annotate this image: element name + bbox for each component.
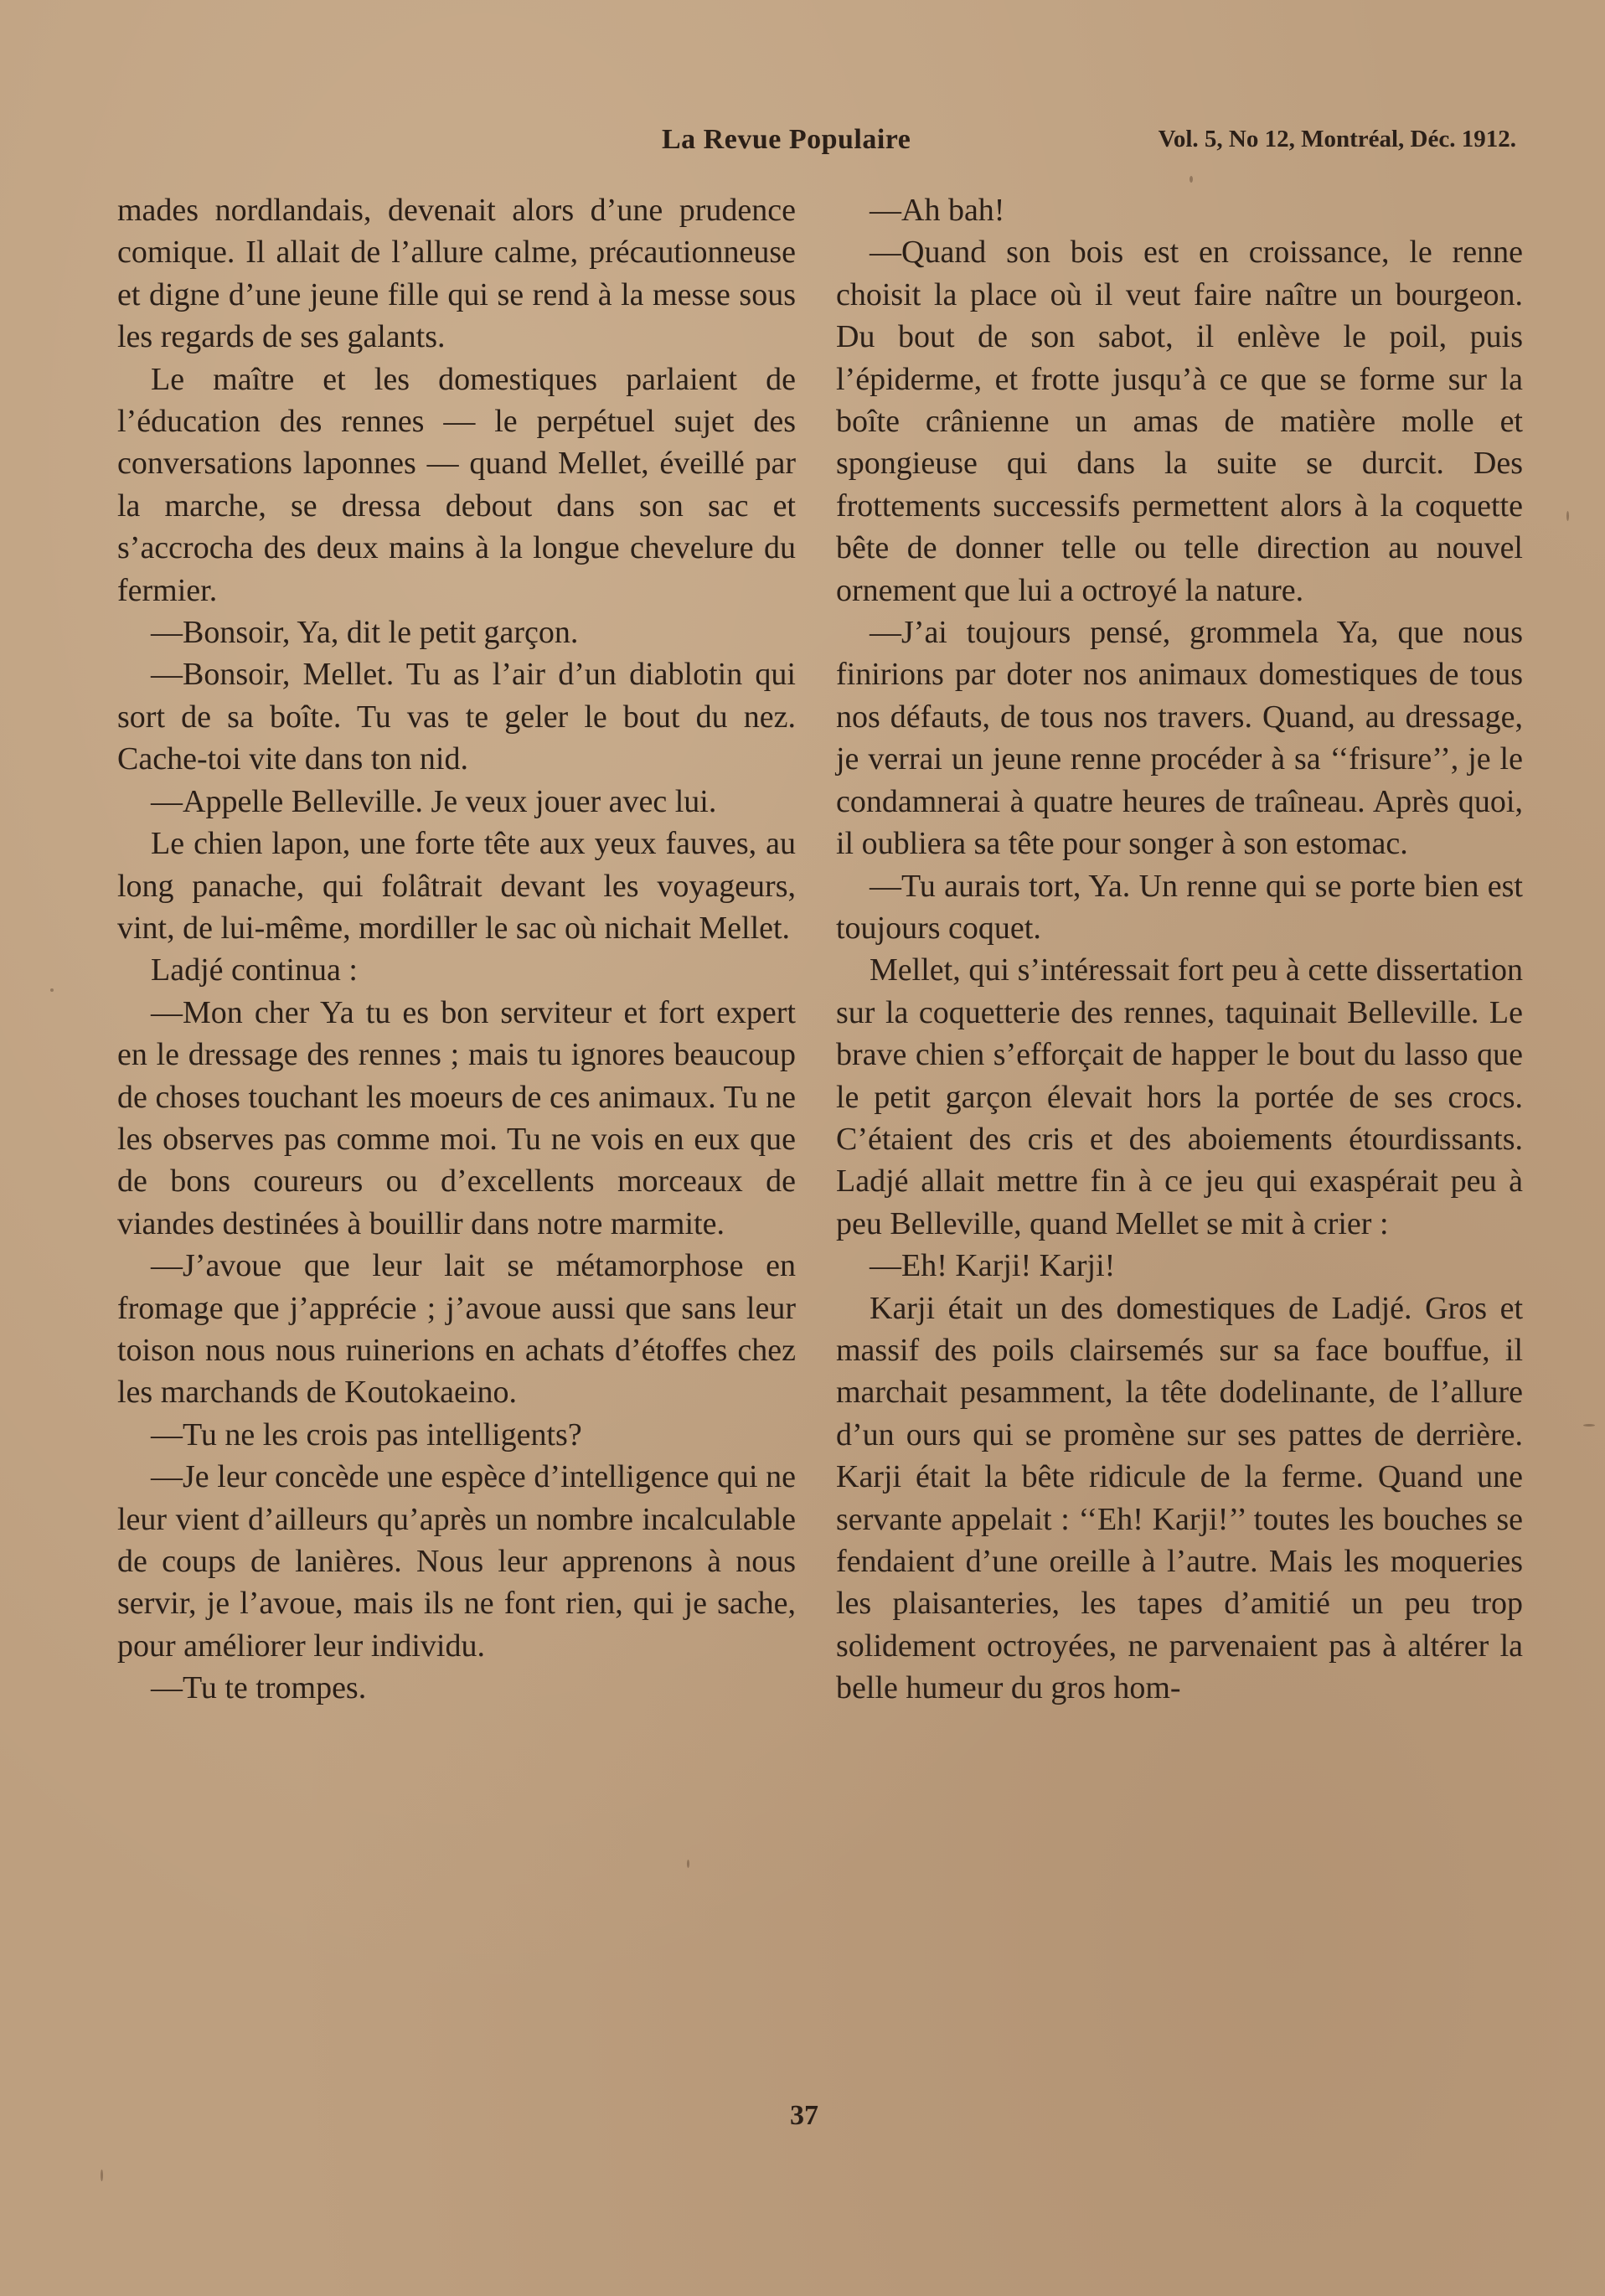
paper-speck [1583, 1424, 1595, 1427]
paragraph: Mellet, qui s’intéressait fort peu à cette dissertation sur la coquetterie des rennes, taquinait Belleville. Le brave chien s’efforçait de happer le bout du lasso que le petit garçon élevait hors la portée de ses crocs. C’étaient des cris et des aboiements étourdissants. Ladjé allait mettre fin à ce jeu qui exaspérait peu à peu Belleville, quand Mellet se mit à crier : [836, 952, 1523, 1241]
paper-speck [1566, 511, 1569, 521]
paragraph: —Eh! Karji! Karji! [870, 1248, 1116, 1284]
paragraph: Ladjé continua : [151, 952, 358, 988]
paragraph: —Appelle Belleville. Je veux jouer avec lui. [151, 783, 717, 819]
paper-speck [101, 2170, 103, 2181]
paragraph: —Tu aurais tort, Ya. Un renne qui se porte bien est toujours coquet. [836, 868, 1523, 946]
paragraph: —J’ai toujours pensé, grommela Ya, que nous finirions par doter nos animaux domestiques de tous nos défauts, de tous nos travers. Quand, au dressage, je verrai un jeune renne procéder à sa ‘‘frisure’’, je le condamnerai à quatre heures de traîneau. Après quoi, il oubliera sa tête pour songer à son estomac. [836, 615, 1523, 862]
paragraph: —Bonsoir, Ya, dit le petit garçon. [151, 615, 579, 651]
journal-title: La Revue Populaire [662, 124, 911, 155]
running-header [662, 124, 1525, 166]
paragraph: —Tu ne les crois pas intelligents? [151, 1416, 582, 1452]
paragraph: —Quand son bois est en croissance, le renne choisit la place où il veut faire naître un bourgeon. Du bout de son sabot, il enlève le poil, puis l’épiderme, et frotte jusqu’à ce que se forme sur la boîte crânienne un amas de matière molle et spongieuse qui dans la suite se durcit. Des frottements successifs permettent alors à la coquette bête de donner telle ou telle direction au nouvel ornement que lui a octroyé la nature. [836, 235, 1523, 608]
paragraph: Le chien lapon, une forte tête aux yeux fauves, au long panache, qui folâtrait devant les voyageurs, vint, de lui-même, mordiller le sac où nichait Mellet. [117, 826, 796, 946]
paragraph: —J’avoue que leur lait se métamorphose en fromage que j’apprécie ; j’avoue aussi que sans leur toison nous nous ruinerions en achats d’étoffes chez les marchands de Koutokaeino. [117, 1248, 796, 1411]
paragraph: —Mon cher Ya tu es bon serviteur et fort expert en le dressage des rennes ; mais tu ignores beaucoup de choses touchant les moeurs de ces animaux. Tu ne les observes pas comme moi. Tu ne vois en eux que de bons coureurs ou d’excellents morceaux de viandes destinées à bouillir dans notre marmite. [117, 994, 796, 1241]
paragraph: —Bonsoir, Mellet. Tu as l’air d’un diablotin qui sort de sa boîte. Tu vas te geler le bout du nez. Cache-toi vite dans ton nid. [117, 657, 796, 777]
paragraph: Karji était un des domestiques de Ladjé. Gros et massif des poils clairsemés sur sa face bouffue, il marchait pesamment, la tête dodelinante, de l’allure d’un ours qui se promène sur ses pattes de derrière. Karji était la bête ridicule de la ferme. Quand une servante appelait : ‘‘Eh! Karji!’’ toutes les bouches se fendaient d’une oreille à l’autre. Mais les moqueries les plaisanteries, les tapes d’amitié un peu trop solidement octroyées, ne parvenaient pas à altérer la belle humeur du gros hom- [836, 1290, 1523, 1706]
paragraph: mades nordlandais, devenait alors d’une prudence comique. Il allait de l’allure calme, précautionneuse et digne d’une jeune fille qui se rend à la messe sous les regards de ses galants. [117, 193, 796, 355]
paper-speck [687, 1860, 689, 1868]
right-column [836, 189, 1523, 1710]
page-number: 37 [790, 2100, 818, 2131]
paragraph: —Ah bah! [870, 193, 1005, 228]
paragraph: —Je leur concède une espèce d’intelligence qui ne leur vient d’ailleurs qu’après un nombre incalculable de coups de lanières. Nous leur apprenons à nous servir, je l’avoue, mais ils ne font rien, qui je sache, pour améliorer leur individu. [117, 1459, 796, 1664]
issue-info: Vol. 5, No 12, Montréal, Déc. 1912. [1158, 126, 1516, 152]
paper-speck [1190, 176, 1193, 183]
paper-speck [50, 988, 54, 992]
paragraph: —Tu te trompes. [151, 1670, 367, 1706]
paragraph: Le maître et les domestiques parlaient de l’éducation des rennes — le perpétuel sujet des conversations laponnes — quand Mellet, éveillé par la marche, se dressa debout dans son sac et s’accrocha des deux mains à la longue chevelure du fermier. [117, 361, 796, 608]
left-column [117, 189, 796, 1710]
